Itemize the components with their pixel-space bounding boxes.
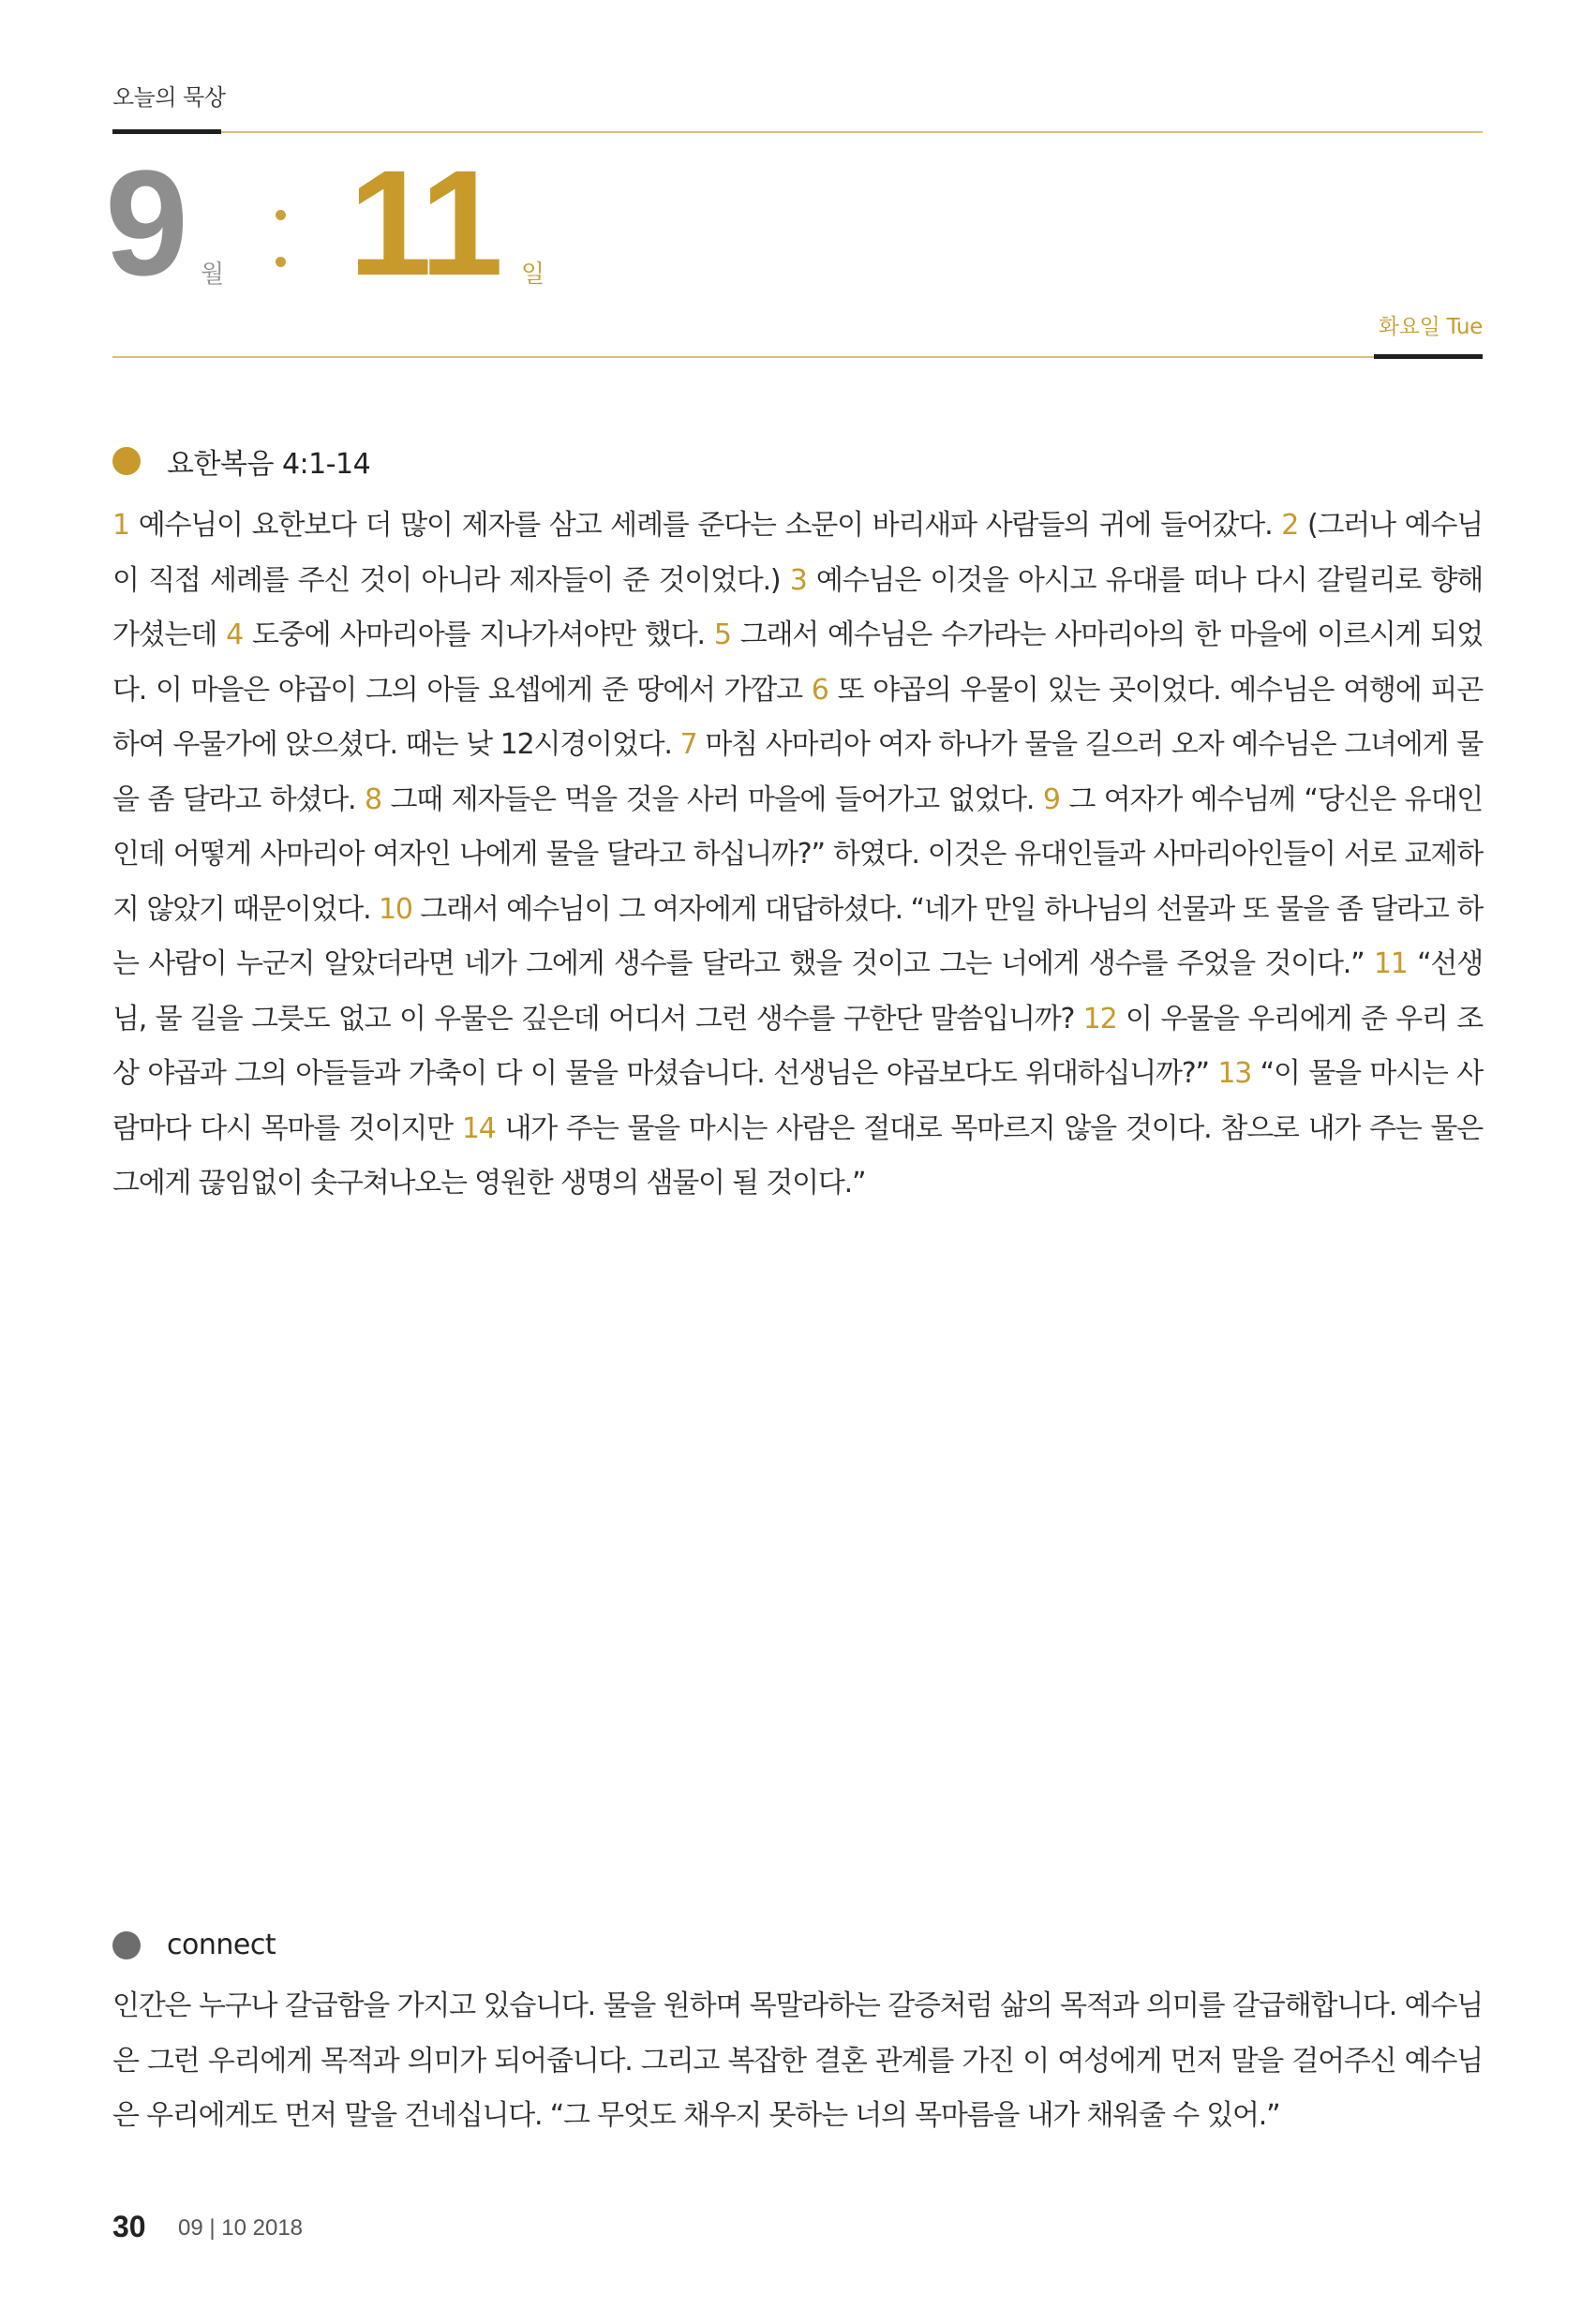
verse-text: 또 야곱의 우물이 있는 곳이었다. 예수님은 여행에 피곤하여 우물가에 앉으셨다. 때는 낮 12시경이었다. (112, 673, 1483, 761)
connect-title: connect (167, 1929, 276, 1961)
verse-text: “이 물을 마시는 사람마다 다시 목마를 것이지만 (112, 1057, 1483, 1145)
verse-number: 3 (789, 563, 807, 597)
verse-text: 이 우물을 우리에게 준 우리 조상 야곱과 그의 아들들과 가축이 다 이 물을 마셨습니다. 선생님은 야곱보다도 위대하십니까?” (112, 1002, 1483, 1090)
issue-date: 09 | 10 2018 (178, 2215, 304, 2241)
scripture-passage (112, 499, 1483, 1212)
top-divider-accent (112, 129, 221, 134)
verse-number: 7 (679, 728, 697, 761)
date-weekday: 화요일 Tue (1378, 315, 1483, 339)
verse-text: 그래서 예수님이 그 여자에게 대답하셨다. “네가 만일 하나님의 선물과 또 물을 좀 달라고 하는 사람이 누군지 알았더라면 네가 그에게 생수를 달라고 했을 것이고 그는 너에게 생수를 주었을 것이다.” (112, 892, 1483, 980)
date-month: 9 (105, 139, 188, 306)
bullet-icon (112, 447, 141, 475)
date-day-unit: 일 (521, 261, 545, 289)
section-header-label: 오늘의 묵상 (112, 84, 226, 111)
date-month-unit: 월 (201, 261, 225, 289)
verse-number: 1 (112, 509, 129, 542)
verse-number: 12 (1082, 1002, 1117, 1035)
date-colon-icon (276, 210, 287, 270)
verse-number: 10 (378, 892, 412, 926)
verse-text: 그 여자가 예수님께 “당신은 유대인인데 어떻게 사마리아 여자인 나에게 물을 달라고 하십니까?” 하였다. 이것은 유대인들과 사마리아인들이 서로 교제하지 않았기 때문이었다. (112, 782, 1483, 926)
verse-number: 4 (226, 618, 244, 651)
date-day: 11 (349, 139, 500, 306)
connect-heading (112, 1929, 276, 1961)
verse-text: 예수님은 이것을 아시고 유대를 떠나 다시 갈릴리로 향해 가셨는데 (112, 563, 1483, 651)
verse-number: 14 (461, 1111, 496, 1145)
verse-text: 내가 주는 물을 마시는 사람은 절대로 목마르지 않을 것이다. 참으로 내가 주는 물은 그에게 끊임없이 솟구쳐나오는 영원한 생명의 샘물이 될 것이다.” (112, 1111, 1483, 1199)
connect-body: 인간은 누구나 갈급함을 가지고 있습니다. 물을 원하며 목말라하는 갈증처럼 삶의 목적과 의미를 갈급해합니다. 예수님은 그런 우리에게 목적과 의미가 되어줍니다. 그리고 복잡한 결혼 관계를 가진 이 여성에게 먼저 말을 걸어주신 예수님은 우리에게도 먼저 말을 건네십니다. “그 무엇도 채우지 못하는 너의 목마름을 내가 채워줄 수 있어.” (112, 1989, 1483, 2132)
bullet-icon (112, 1931, 141, 1959)
verse-number: 9 (1042, 782, 1060, 816)
verse-text: 예수님이 요한보다 더 많이 제자를 삼고 세례를 준다는 소문이 바리새파 사람들의 귀에 들어갔다. (128, 509, 1282, 542)
page-number: 30 (112, 2210, 146, 2243)
verse-text: 그래서 예수님은 수가라는 사마리아의 한 마을에 이르시게 되었다. 이 마을은 야곱이 그의 아들 요셉에게 준 땅에서 가깝고 (112, 618, 1483, 707)
date-divider-accent (1374, 354, 1483, 359)
verse-number: 2 (1281, 509, 1299, 542)
top-divider (112, 131, 1483, 133)
verse-text: 마침 사마리아 여자 하나가 물을 길으러 오자 예수님은 그녀에게 물을 좀 달라고 하셨다. (112, 728, 1483, 816)
scripture-heading (112, 440, 370, 482)
verse-text: 그때 제자들은 먹을 것을 사러 마을에 들어가고 없었다. (380, 782, 1043, 816)
verse-number: 6 (811, 673, 828, 707)
date-divider (112, 356, 1483, 358)
verse-text: 도중에 사마리아를 지나가셔야만 했다. (243, 618, 714, 651)
scripture-reference: 요한복음 4:1-14 (167, 448, 371, 481)
verse-number: 13 (1217, 1057, 1252, 1090)
verse-text: (그러나 예수님이 직접 세례를 주신 것이 아니라 제자들이 준 것이었다.) (112, 509, 1483, 597)
verse-text: “선생님, 물 길을 그릇도 없고 이 우물은 깊은데 어디서 그런 생수를 구한단 말씀입니까? (112, 947, 1483, 1035)
verse-number: 11 (1373, 947, 1408, 980)
verse-number: 8 (365, 782, 381, 816)
verse-number: 5 (713, 618, 731, 651)
